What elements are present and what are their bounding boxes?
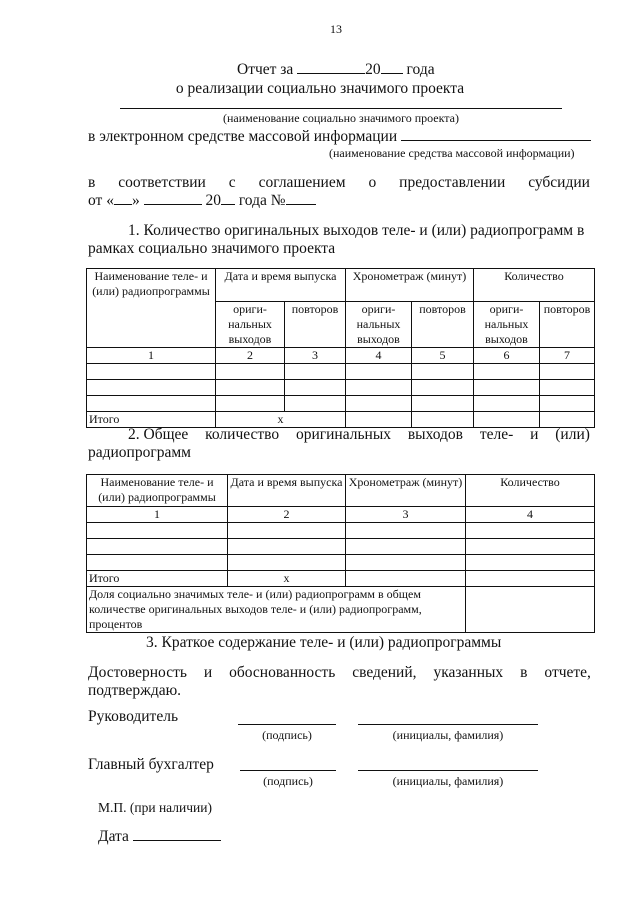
col-count: Количество bbox=[474, 269, 595, 302]
column-number: 3 bbox=[346, 507, 466, 523]
section3-heading: 3. Краткое содержание теле- и (или) радиопрограммы bbox=[146, 634, 502, 651]
table-row bbox=[87, 555, 595, 571]
share-label: Доля социально значимых теле- и (или) радиопрограмм в общем количестве оригинальных выходов теле- и (или) радиопрограмм, процентов bbox=[87, 587, 466, 633]
media-line bbox=[88, 128, 591, 146]
head-label: Руководитель bbox=[88, 708, 179, 725]
report-title-line2: о реализации социально значимого проекта bbox=[175, 80, 465, 97]
word: предоставлении bbox=[399, 174, 506, 191]
date-from: от « bbox=[88, 192, 114, 209]
accountant-initials-field bbox=[358, 770, 538, 789]
column-number: 5 bbox=[412, 348, 474, 364]
head-signature-field bbox=[238, 724, 336, 743]
section1-heading: 1. Количество оригинальных выходов теле- и (или) радиопрограмм в bbox=[128, 222, 585, 239]
table-row bbox=[87, 523, 595, 539]
agreement-date-line bbox=[88, 192, 316, 210]
column-numbers-row bbox=[87, 348, 595, 364]
word: отчете, bbox=[544, 664, 591, 681]
column-number: 7 bbox=[540, 348, 595, 364]
sub-original: оригинальных выходов bbox=[216, 302, 285, 348]
date-label: Дата bbox=[98, 828, 129, 845]
share-row bbox=[87, 587, 595, 633]
word: субсидии bbox=[528, 174, 590, 191]
word: сведений, bbox=[352, 664, 417, 681]
col-count: Количество bbox=[466, 475, 595, 507]
title-prefix: Отчет за bbox=[237, 61, 294, 78]
media-blank bbox=[401, 139, 591, 141]
stamp-label: М.П. (при наличии) bbox=[98, 800, 212, 815]
word: соглашением bbox=[258, 174, 346, 191]
total-label: Итого bbox=[87, 571, 228, 587]
accountant-label: Главный бухгалтер bbox=[88, 756, 214, 773]
number-blank bbox=[286, 203, 316, 205]
col-program-name: Наименование теле- и (или) радиопрограммы bbox=[87, 269, 216, 348]
title-suffix: года bbox=[406, 61, 435, 78]
day-blank bbox=[114, 203, 132, 205]
section1-heading-line2: рамках социально значимого проекта bbox=[88, 240, 336, 257]
word: обоснованность bbox=[229, 664, 336, 681]
word: в bbox=[88, 174, 96, 191]
column-number: 6 bbox=[474, 348, 540, 364]
column-number: 4 bbox=[466, 507, 595, 523]
table-row bbox=[87, 539, 595, 555]
confirmation-line bbox=[88, 664, 591, 682]
column-number: 2 bbox=[216, 348, 285, 364]
signature-caption: (подпись) bbox=[263, 774, 313, 788]
col-release-date: Дата и время выпуска bbox=[228, 475, 346, 507]
agreement-line bbox=[88, 174, 590, 192]
initials-caption: (инициалы, фамилия) bbox=[392, 728, 504, 742]
word: выходов bbox=[407, 426, 463, 443]
media-caption: (наименование средства массовой информации) bbox=[329, 146, 575, 160]
table-row bbox=[87, 364, 595, 380]
word: указанных bbox=[433, 664, 504, 681]
sub-repeats: повторов bbox=[540, 302, 595, 348]
date-blank bbox=[133, 839, 221, 841]
month-blank bbox=[144, 203, 202, 205]
word: количество bbox=[205, 426, 280, 443]
sub-original: оригинальных выходов bbox=[346, 302, 412, 348]
col-release-date: Дата и время выпуска bbox=[216, 269, 346, 302]
total-mark: х bbox=[228, 571, 346, 587]
word: соответствии bbox=[118, 174, 206, 191]
agreement-year: 20 bbox=[205, 192, 221, 209]
page-number: 13 bbox=[330, 22, 342, 36]
confirmation-line2: подтверждаю. bbox=[88, 682, 182, 699]
head-initials-field bbox=[358, 724, 538, 743]
word: Достоверность bbox=[88, 664, 187, 681]
col-program-name: Наименование теле- и (или) радиопрограммы bbox=[87, 475, 228, 507]
initials-caption: (инициалы, фамилия) bbox=[392, 774, 504, 788]
word: 2. Общее bbox=[128, 426, 189, 443]
total-row bbox=[87, 571, 595, 587]
column-number: 1 bbox=[87, 507, 228, 523]
column-number: 2 bbox=[228, 507, 346, 523]
project-name-line bbox=[120, 108, 562, 109]
column-number: 3 bbox=[285, 348, 346, 364]
word: в bbox=[520, 664, 528, 681]
table-total-releases bbox=[86, 474, 595, 633]
sub-repeats: повторов bbox=[285, 302, 346, 348]
total-label: Итого bbox=[87, 412, 216, 428]
column-number: 1 bbox=[87, 348, 216, 364]
col-timing: Хронометраж (минут) bbox=[346, 475, 466, 507]
sub-repeats: повторов bbox=[412, 302, 474, 348]
title-year: 20 bbox=[365, 61, 381, 78]
quote-close: » bbox=[131, 192, 140, 209]
column-numbers-row bbox=[87, 507, 595, 523]
section2-heading bbox=[128, 426, 590, 444]
section2-heading-line2: радиопрограмм bbox=[88, 444, 191, 461]
report-title-line1 bbox=[237, 61, 435, 79]
word: и bbox=[203, 664, 213, 681]
word: и bbox=[530, 426, 539, 443]
word: с bbox=[228, 174, 236, 191]
sub-original: оригинальных выходов bbox=[474, 302, 540, 348]
period-blank bbox=[297, 72, 365, 74]
media-prefix: в электронном средстве массовой информации bbox=[88, 128, 398, 145]
table-row bbox=[87, 396, 595, 412]
date-line bbox=[98, 828, 221, 846]
table-row bbox=[87, 380, 595, 396]
year-blank bbox=[381, 72, 403, 74]
accountant-signature-field bbox=[240, 770, 336, 789]
word: оригинальных bbox=[295, 426, 391, 443]
signature-caption: (подпись) bbox=[262, 728, 312, 742]
column-number: 4 bbox=[346, 348, 412, 364]
project-caption: (наименование социально значимого проекта) bbox=[223, 111, 459, 125]
year-blank bbox=[221, 203, 235, 205]
total-mark: х bbox=[216, 412, 346, 428]
word: (или) bbox=[555, 426, 590, 443]
word: о bbox=[368, 174, 377, 191]
table-program-releases bbox=[86, 268, 595, 428]
col-timing: Хронометраж (минут) bbox=[346, 269, 474, 302]
agreement-number-label: года № bbox=[238, 192, 286, 209]
word: теле- bbox=[479, 426, 514, 443]
